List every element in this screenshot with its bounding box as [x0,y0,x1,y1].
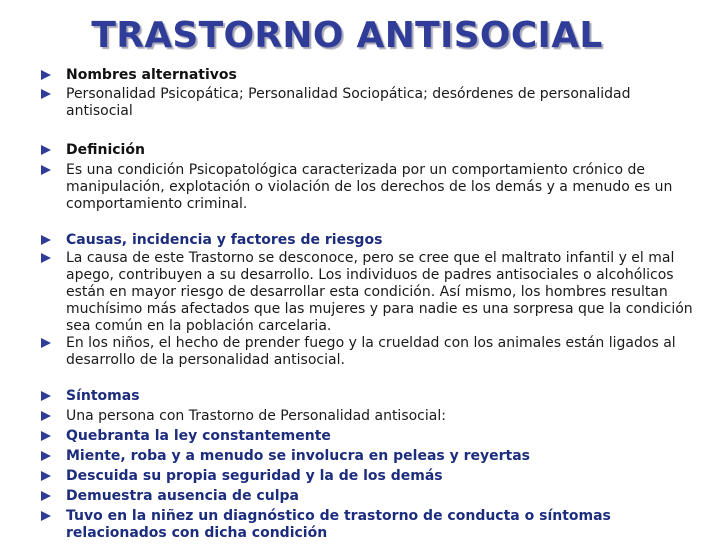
bullet-text: Personalidad Psicopática; Personalidad Sociopática; desórdenes de personalidad antisocial [66,86,631,119]
bullet-text: Causas, incidencia y factores de riesgos [66,232,383,248]
bullet-icon [41,145,51,155]
bullet-icon [41,253,51,263]
bullet-icon [41,89,51,99]
bullet-icon [41,70,51,80]
slide-title: TRASTORNO ANTISOCIAL [91,15,603,56]
bullet-text: Quebranta la ley constantemente [66,428,331,444]
bullet-icon [41,451,51,461]
bullet-icon [41,165,51,175]
bullet-text: Nombres alternativos [66,67,237,83]
bullet-icon [41,338,51,348]
bullet-text: Es una condición Psicopatológica caracterizada por un comportamiento crónico de manipulación, explotación o violación de los derechos de los demás y a menudo es un comportamiento criminal. [66,162,673,212]
bullet-icon [41,411,51,421]
bullet-icon [41,431,51,441]
bullet-text: Definición [66,142,145,158]
bullet-text: En los niños, el hecho de prender fuego y la crueldad con los animales están ligados al desarrollo de la personalidad antisocial. [66,335,676,368]
bullet-text: Una persona con Trastorno de Personalidad antisocial: [66,408,446,424]
bullet-icon [41,235,51,245]
bullet-text: La causa de este Trastorno se desconoce, pero se cree que el maltrato infantil y el mal apego, contribuyen a su desarrollo. Los individuos de padres antisociales o alcohólicos están en mayor riesgo de desarrollar esta condición. Así mismo, los hombres resultan muchísimo más afectados que las mujeres y para nadie es una sorpresa que la condición sea común en la población carcelaria. [66,250,693,334]
bullet-icon [41,391,51,401]
bullet-text: Miente, roba y a menudo se involucra en peleas y reyertas [66,448,530,464]
bullet-icon [41,471,51,481]
bullet-text: Demuestra ausencia de culpa [66,488,299,504]
bullet-text: Síntomas [66,388,140,404]
bullet-text: Descuida su propia seguridad y la de los demás [66,468,443,484]
bullet-icon [41,511,51,521]
bullet-text: Tuvo en la niñez un diagnóstico de trastorno de conducta o síntomas relacionados con dicha condición [66,508,611,541]
bullet-icon [41,491,51,501]
